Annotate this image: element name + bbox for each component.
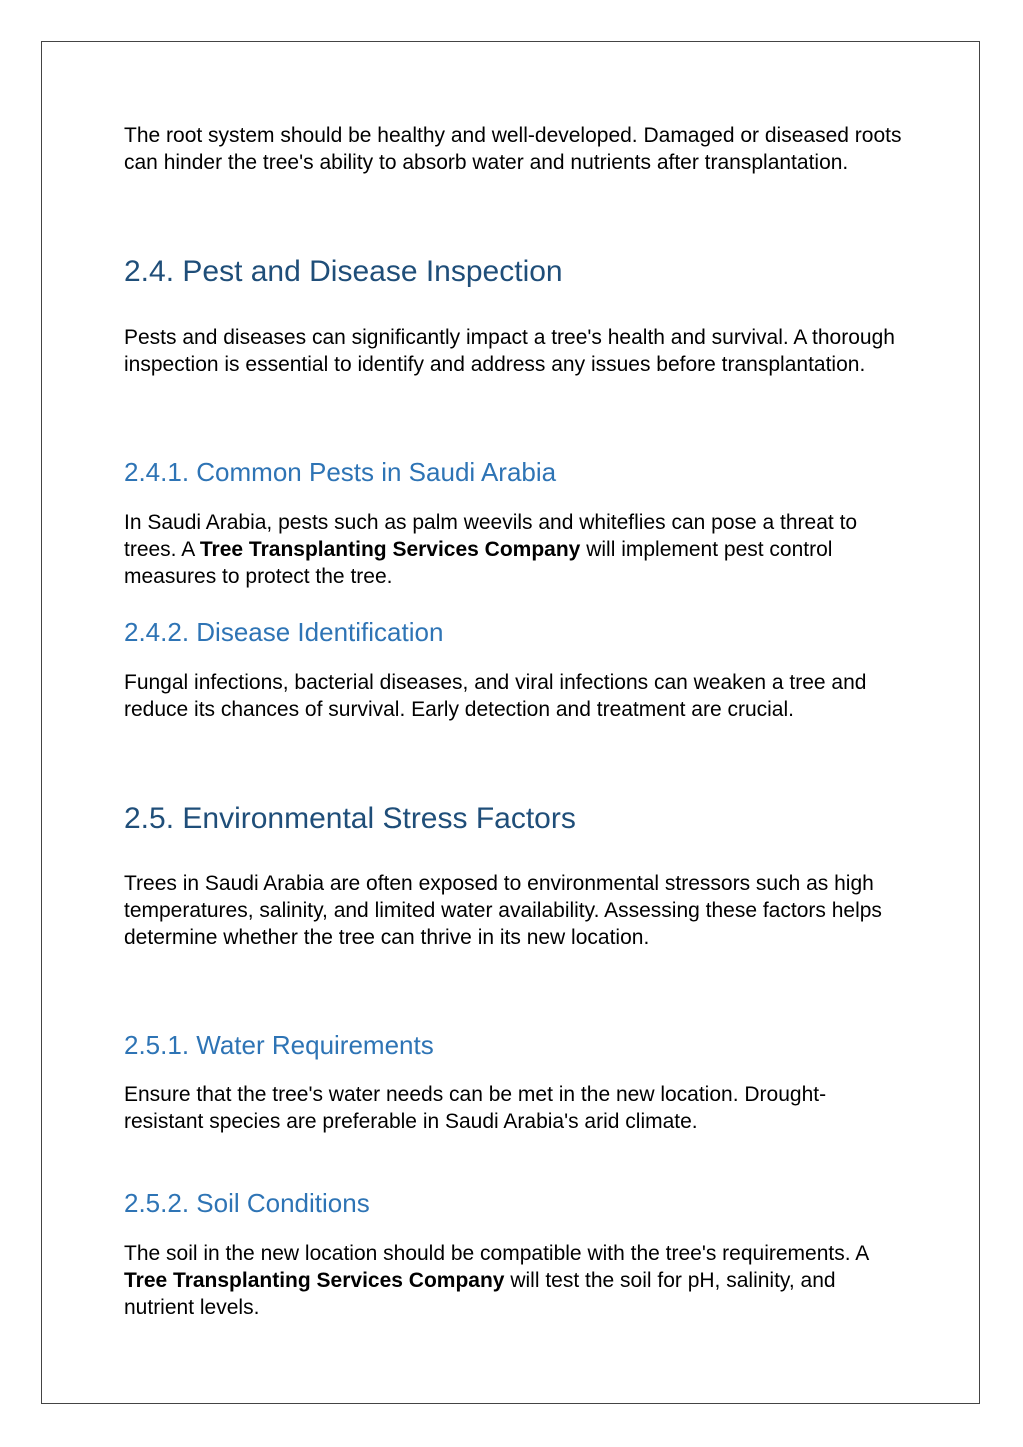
environmental-stress-paragraph: Trees in Saudi Arabia are often exposed to environmental stressors such as high temperatures, salinity, and limited water availability. Assessing these factors helps determine whether the tree can thrive in its new location. [124, 872, 882, 949]
heading-pest-disease-inspection: 2.4. Pest and Disease Inspection [124, 255, 563, 288]
soil-conditions-paragraph [124, 1240, 904, 1321]
heading-water-requirements: 2.5.1. Water Requirements [124, 1030, 434, 1060]
heading-environmental-stress: 2.5. Environmental Stress Factors [124, 802, 576, 835]
soil-conditions-text-1: The soil in the new location should be compatible with the tree's requirements. A [124, 1242, 869, 1265]
soil-conditions-text-2: will test the soil for pH, salinity, and nutrient levels. [124, 1269, 836, 1319]
pest-disease-paragraph: Pests and diseases can significantly impact a tree's health and survival. A thorough inspection is essential to identify and address any issues before transplantation. [124, 326, 895, 376]
root-system-paragraph: The root system should be healthy and well-developed. Damaged or diseased roots can hinder the tree's ability to absorb water and nutrients after transplantation. [124, 124, 902, 174]
heading-common-pests: 2.4.1. Common Pests in Saudi Arabia [124, 457, 557, 487]
disease-identification-paragraph: Fungal infections, bacterial diseases, and viral infections can weaken a tree and reduce its chances of survival. Early detection and treatment are crucial. [124, 671, 867, 721]
heading-disease-identification: 2.4.2. Disease Identification [124, 617, 444, 647]
company-name-bold: Tree Transplanting Services Company [199, 538, 581, 561]
common-pests-paragraph [124, 509, 904, 590]
water-requirements-paragraph: Ensure that the tree's water needs can be met in the new location. Drought-resistant species are preferable in Saudi Arabia's arid climate. [124, 1083, 827, 1133]
common-pests-text-2: will implement pest control measures to protect the tree. [124, 538, 833, 588]
heading-soil-conditions: 2.5.2. Soil Conditions [124, 1188, 370, 1218]
company-name-bold-2: Tree Transplanting Services Company [124, 1269, 505, 1292]
common-pests-text-1: In Saudi Arabia, pests such as palm weevils and whiteflies can pose a threat to trees. A [124, 511, 858, 561]
